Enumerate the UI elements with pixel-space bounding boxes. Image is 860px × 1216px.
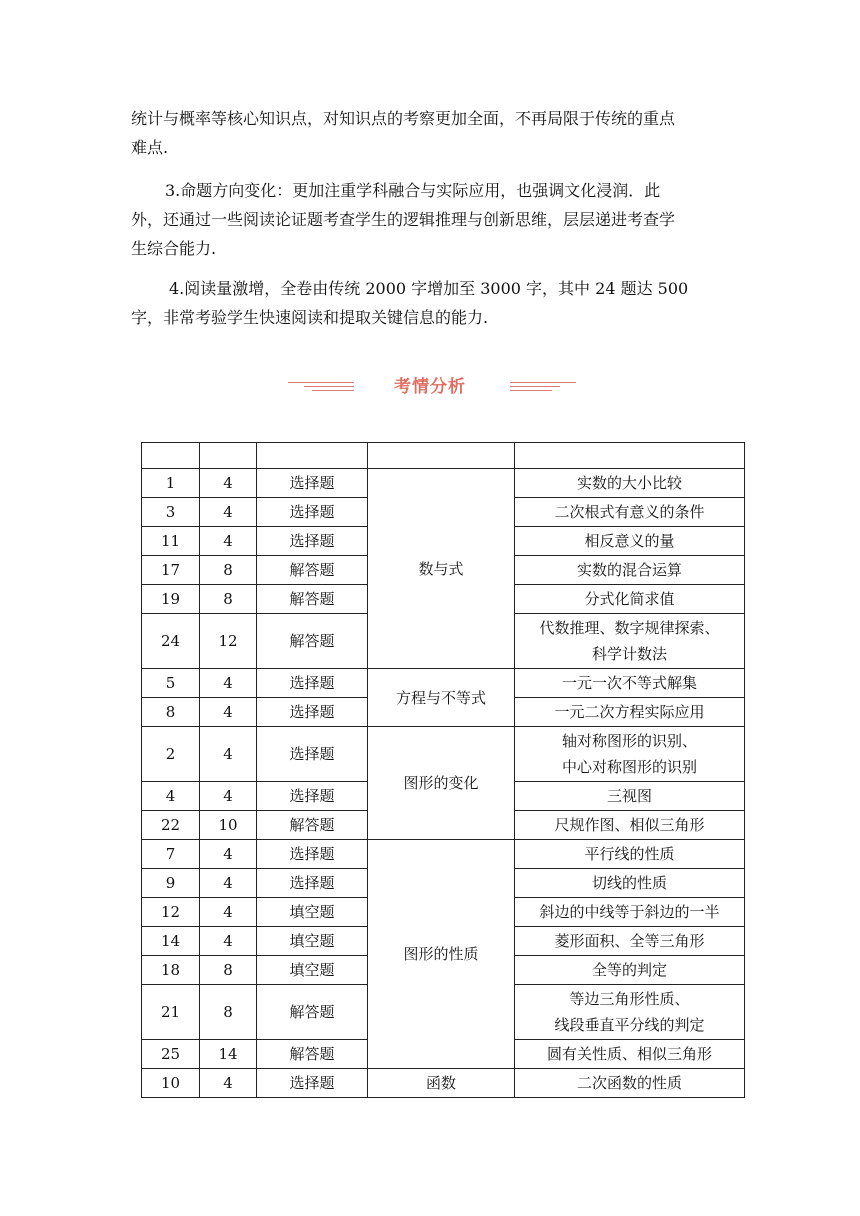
score: 4 — [200, 927, 257, 956]
score: 4 — [200, 1069, 257, 1098]
knowledge-point: 全等的判定 — [515, 956, 745, 985]
question-number: 14 — [142, 927, 200, 956]
question-type: 填空题 — [257, 898, 368, 927]
p2-line1: 3.命题方向变化：更加注重学科融合与实际应用，也强调文化浸润．此 — [165, 181, 661, 200]
question-type: 解答题 — [257, 1040, 368, 1069]
knowledge-line: 科学计数法 — [591, 645, 667, 663]
knowledge-point: 三视图 — [515, 782, 745, 811]
decor-lines-left — [288, 382, 354, 392]
table-row — [142, 1069, 745, 1098]
question-type: 选择题 — [257, 669, 368, 698]
question-type: 选择题 — [257, 498, 368, 527]
score: 4 — [200, 869, 257, 898]
question-type: 选择题 — [257, 727, 368, 782]
question-number: 21 — [142, 985, 200, 1040]
score: 4 — [200, 498, 257, 527]
question-type: 选择题 — [257, 782, 368, 811]
question-type: 选择题 — [257, 840, 368, 869]
header-cell — [257, 443, 368, 469]
header-cell — [368, 443, 515, 469]
question-type: 解答题 — [257, 811, 368, 840]
knowledge-point: 实数的混合运算 — [515, 556, 745, 585]
question-number: 25 — [142, 1040, 200, 1069]
knowledge-point: 切线的性质 — [515, 869, 745, 898]
question-type: 选择题 — [257, 869, 368, 898]
score: 4 — [200, 727, 257, 782]
p2-line2: 外，还通过一些阅读论证题考查学生的逻辑推理与创新思维，层层递进考查学 — [131, 210, 676, 229]
question-number: 10 — [142, 1069, 200, 1098]
question-type: 解答题 — [257, 585, 368, 614]
knowledge-point — [515, 614, 745, 669]
module-cell: 图形的变化 — [368, 727, 515, 840]
knowledge-line: 等边三角形性质、 — [569, 990, 690, 1008]
paragraph-reading-volume — [131, 274, 731, 332]
question-number: 11 — [142, 527, 200, 556]
header-cell — [200, 443, 257, 469]
knowledge-point: 尺规作图、相似三角形 — [515, 811, 745, 840]
score: 8 — [200, 956, 257, 985]
exam-analysis-table — [141, 442, 745, 1098]
knowledge-point: 一元一次不等式解集 — [515, 669, 745, 698]
table-row — [142, 469, 745, 498]
module-cell: 图形的性质 — [368, 840, 515, 1069]
table-row — [142, 669, 745, 698]
p2-line3: 生综合能力. — [131, 239, 217, 258]
module-cell: 方程与不等式 — [368, 669, 515, 727]
knowledge-line: 中心对称图形的识别 — [561, 758, 697, 776]
paragraph-direction-change — [131, 176, 731, 263]
score: 4 — [200, 840, 257, 869]
question-number: 2 — [142, 727, 200, 782]
table-row — [142, 727, 745, 782]
question-type: 选择题 — [257, 698, 368, 727]
question-type: 选择题 — [257, 469, 368, 498]
question-number: 22 — [142, 811, 200, 840]
question-number: 3 — [142, 498, 200, 527]
knowledge-point: 平行线的性质 — [515, 840, 745, 869]
question-number: 19 — [142, 585, 200, 614]
paragraph-core-knowledge — [131, 104, 731, 162]
question-number: 4 — [142, 782, 200, 811]
knowledge-point: 二次函数的性质 — [515, 1069, 745, 1098]
question-number: 24 — [142, 614, 200, 669]
question-number: 9 — [142, 869, 200, 898]
score: 4 — [200, 898, 257, 927]
header-cell — [142, 443, 200, 469]
knowledge-line: 轴对称图形的识别、 — [561, 732, 697, 750]
knowledge-point: 斜边的中线等于斜边的一半 — [515, 898, 745, 927]
header-cell — [515, 443, 745, 469]
knowledge-point: 分式化简求值 — [515, 585, 745, 614]
section-title: 考情分析 — [394, 377, 466, 397]
p1-line2: 难点. — [131, 138, 169, 157]
knowledge-line: 代数推理、数字规律探索、 — [539, 619, 720, 637]
score: 14 — [200, 1040, 257, 1069]
question-number: 1 — [142, 469, 200, 498]
question-number: 17 — [142, 556, 200, 585]
score: 12 — [200, 614, 257, 669]
knowledge-point: 菱形面积、全等三角形 — [515, 927, 745, 956]
question-type: 填空题 — [257, 956, 368, 985]
question-number: 7 — [142, 840, 200, 869]
knowledge-point: 圆有关性质、相似三角形 — [515, 1040, 745, 1069]
p1-line1: 统计与概率等核心知识点，对知识点的考察更加全面，不再局限于传统的重点 — [131, 109, 676, 128]
question-type: 解答题 — [257, 614, 368, 669]
question-type: 选择题 — [257, 527, 368, 556]
p3-line2: 字，非常考验学生快速阅读和提取关键信息的能力. — [131, 308, 489, 327]
knowledge-point — [515, 727, 745, 782]
module-cell: 数与式 — [368, 469, 515, 669]
question-type: 填空题 — [257, 927, 368, 956]
knowledge-point: 二次根式有意义的条件 — [515, 498, 745, 527]
knowledge-point: 相反意义的量 — [515, 527, 745, 556]
question-number: 8 — [142, 698, 200, 727]
score: 8 — [200, 556, 257, 585]
module-cell: 函数 — [368, 1069, 515, 1098]
question-number: 5 — [142, 669, 200, 698]
score: 4 — [200, 698, 257, 727]
knowledge-point: 实数的大小比较 — [515, 469, 745, 498]
question-type: 解答题 — [257, 556, 368, 585]
score: 8 — [200, 985, 257, 1040]
question-type: 选择题 — [257, 1069, 368, 1098]
score: 8 — [200, 585, 257, 614]
section-header — [0, 368, 860, 402]
knowledge-point — [515, 985, 745, 1040]
knowledge-point: 一元二次方程实际应用 — [515, 698, 745, 727]
knowledge-line: 线段垂直平分线的判定 — [554, 1016, 705, 1034]
score: 4 — [200, 669, 257, 698]
p3-line1: 4.阅读量激增，全卷由传统 2000 字增加至 3000 字，其中 24 题达 500 — [169, 279, 689, 298]
table-row — [142, 840, 745, 869]
decor-lines-right — [510, 382, 576, 392]
question-number: 18 — [142, 956, 200, 985]
question-number: 12 — [142, 898, 200, 927]
score: 4 — [200, 782, 257, 811]
question-type: 解答题 — [257, 985, 368, 1040]
score: 10 — [200, 811, 257, 840]
table-header-row — [142, 443, 745, 469]
score: 4 — [200, 469, 257, 498]
score: 4 — [200, 527, 257, 556]
